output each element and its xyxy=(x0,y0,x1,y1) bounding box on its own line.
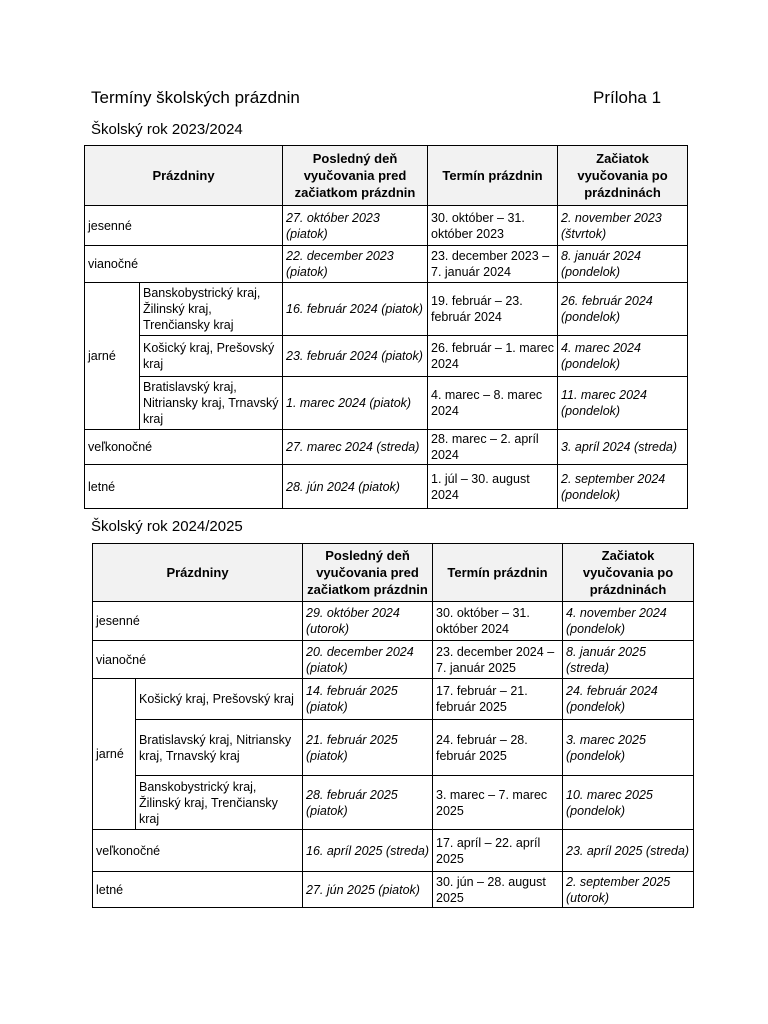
table-row xyxy=(85,465,688,509)
start-cell: 3. apríl 2024 (streda) xyxy=(558,430,688,465)
holiday-name: vianočné xyxy=(85,246,283,283)
header-holiday: Prázdniny xyxy=(93,544,303,602)
term-cell: 23. december 2023 – 7. január 2024 xyxy=(428,246,558,283)
start-cell: 10. marec 2025 (pondelok) xyxy=(563,776,694,830)
table-row xyxy=(93,641,694,679)
region-cell: Banskobystrický kraj, Žilinský kraj, Trenčiansky kraj xyxy=(136,776,303,830)
last-day-cell: 27. jún 2025 (piatok) xyxy=(303,872,433,908)
start-cell: 3. marec 2025 (pondelok) xyxy=(563,720,694,776)
last-day-cell: 20. december 2024 (piatok) xyxy=(303,641,433,679)
term-cell: 30. október – 31. október 2023 xyxy=(428,206,558,246)
term-cell: 17. apríl – 22. apríl 2025 xyxy=(433,830,563,872)
term-cell: 4. marec – 8. marec 2024 xyxy=(428,377,558,430)
holiday-name: jesenné xyxy=(85,206,283,246)
start-cell: 8. január 2025 (streda) xyxy=(563,641,694,679)
term-cell: 23. december 2024 – 7. január 2025 xyxy=(433,641,563,679)
table-row xyxy=(85,283,688,336)
last-day-cell: 23. február 2024 (piatok) xyxy=(283,336,428,377)
school-year-1-label: Školský rok 2023/2024 xyxy=(91,121,243,138)
table-row xyxy=(85,430,688,465)
last-day-cell: 28. jún 2024 (piatok) xyxy=(283,465,428,509)
term-cell: 26. február – 1. marec 2024 xyxy=(428,336,558,377)
last-day-cell: 16. apríl 2025 (streda) xyxy=(303,830,433,872)
last-day-cell: 21. február 2025 (piatok) xyxy=(303,720,433,776)
last-day-cell: 22. december 2023 (piatok) xyxy=(283,246,428,283)
table-row xyxy=(93,602,694,641)
annex-label: Príloha 1 xyxy=(593,88,662,107)
table-row xyxy=(85,336,688,377)
region-cell: Košický kraj, Prešovský kraj xyxy=(136,679,303,720)
last-day-cell: 14. február 2025 (piatok) xyxy=(303,679,433,720)
last-day-cell: 1. marec 2024 (piatok) xyxy=(283,377,428,430)
holiday-name: veľkonočné xyxy=(93,830,303,872)
term-cell: 17. február – 21. február 2025 xyxy=(433,679,563,720)
holiday-name: vianočné xyxy=(93,641,303,679)
start-cell: 26. február 2024 (pondelok) xyxy=(558,283,688,336)
header-start: Začiatok vyučovania po prázdninách xyxy=(563,544,694,602)
term-cell: 30. jún – 28. august 2025 xyxy=(433,872,563,908)
start-cell: 2. september 2024 (pondelok) xyxy=(558,465,688,509)
holiday-table-2023-2024 xyxy=(84,145,688,509)
term-cell: 24. február – 28. február 2025 xyxy=(433,720,563,776)
term-cell: 3. marec – 7. marec 2025 xyxy=(433,776,563,830)
term-cell: 28. marec – 2. apríl 2024 xyxy=(428,430,558,465)
start-cell: 8. január 2024 (pondelok) xyxy=(558,246,688,283)
last-day-cell: 27. október 2023 (piatok) xyxy=(283,206,428,246)
start-cell: 4. marec 2024 (pondelok) xyxy=(558,336,688,377)
start-cell: 2. november 2023 (štvrtok) xyxy=(558,206,688,246)
region-cell: Banskobystrický kraj, Žilinský kraj, Trenčiansky kraj xyxy=(140,283,283,336)
holiday-name: veľkonočné xyxy=(85,430,283,465)
start-cell: 4. november 2024 (pondelok) xyxy=(563,602,694,641)
term-cell: 19. február – 23. február 2024 xyxy=(428,283,558,336)
region-cell: Košický kraj, Prešovský kraj xyxy=(140,336,283,377)
table-row xyxy=(93,720,694,776)
term-cell: 30. október – 31. október 2024 xyxy=(433,602,563,641)
region-cell: Bratislavský kraj, Nitriansky kraj, Trnavský kraj xyxy=(136,720,303,776)
table-row xyxy=(93,776,694,830)
start-cell: 2. september 2025 (utorok) xyxy=(563,872,694,908)
holiday-name: jarné xyxy=(93,679,136,830)
last-day-cell: 28. február 2025 (piatok) xyxy=(303,776,433,830)
table-row xyxy=(85,377,688,430)
header-last-day: Posledný deň vyučovania pred začiatkom prázdnin xyxy=(303,544,433,602)
region-cell: Bratislavský kraj, Nitriansky kraj, Trnavský kraj xyxy=(140,377,283,430)
header-term: Termín prázdnin xyxy=(428,146,558,206)
last-day-cell: 29. október 2024 (utorok) xyxy=(303,602,433,641)
header-term: Termín prázdnin xyxy=(433,544,563,602)
table-row xyxy=(85,246,688,283)
holiday-name: jarné xyxy=(85,283,140,430)
last-day-cell: 16. február 2024 (piatok) xyxy=(283,283,428,336)
page-title: Termíny školských prázdnin xyxy=(91,88,300,107)
last-day-cell: 27. marec 2024 (streda) xyxy=(283,430,428,465)
holiday-name: letné xyxy=(93,872,303,908)
school-year-2-label: Školský rok 2024/2025 xyxy=(91,518,243,535)
header-start: Začiatok vyučovania po prázdninách xyxy=(558,146,688,206)
table-header-row xyxy=(85,146,688,206)
start-cell: 11. marec 2024 (pondelok) xyxy=(558,377,688,430)
table-row xyxy=(85,206,688,246)
holiday-name: jesenné xyxy=(93,602,303,641)
holiday-name: letné xyxy=(85,465,283,509)
table-row xyxy=(93,830,694,872)
header-last-day: Posledný deň vyučovania pred začiatkom prázdnin xyxy=(283,146,428,206)
header-holiday: Prázdniny xyxy=(85,146,283,206)
start-cell: 23. apríl 2025 (streda) xyxy=(563,830,694,872)
table-row xyxy=(93,872,694,908)
table-header-row xyxy=(93,544,694,602)
start-cell: 24. február 2024 (pondelok) xyxy=(563,679,694,720)
table-row xyxy=(93,679,694,720)
term-cell: 1. júl – 30. august 2024 xyxy=(428,465,558,509)
holiday-table-2024-2025 xyxy=(92,543,694,908)
